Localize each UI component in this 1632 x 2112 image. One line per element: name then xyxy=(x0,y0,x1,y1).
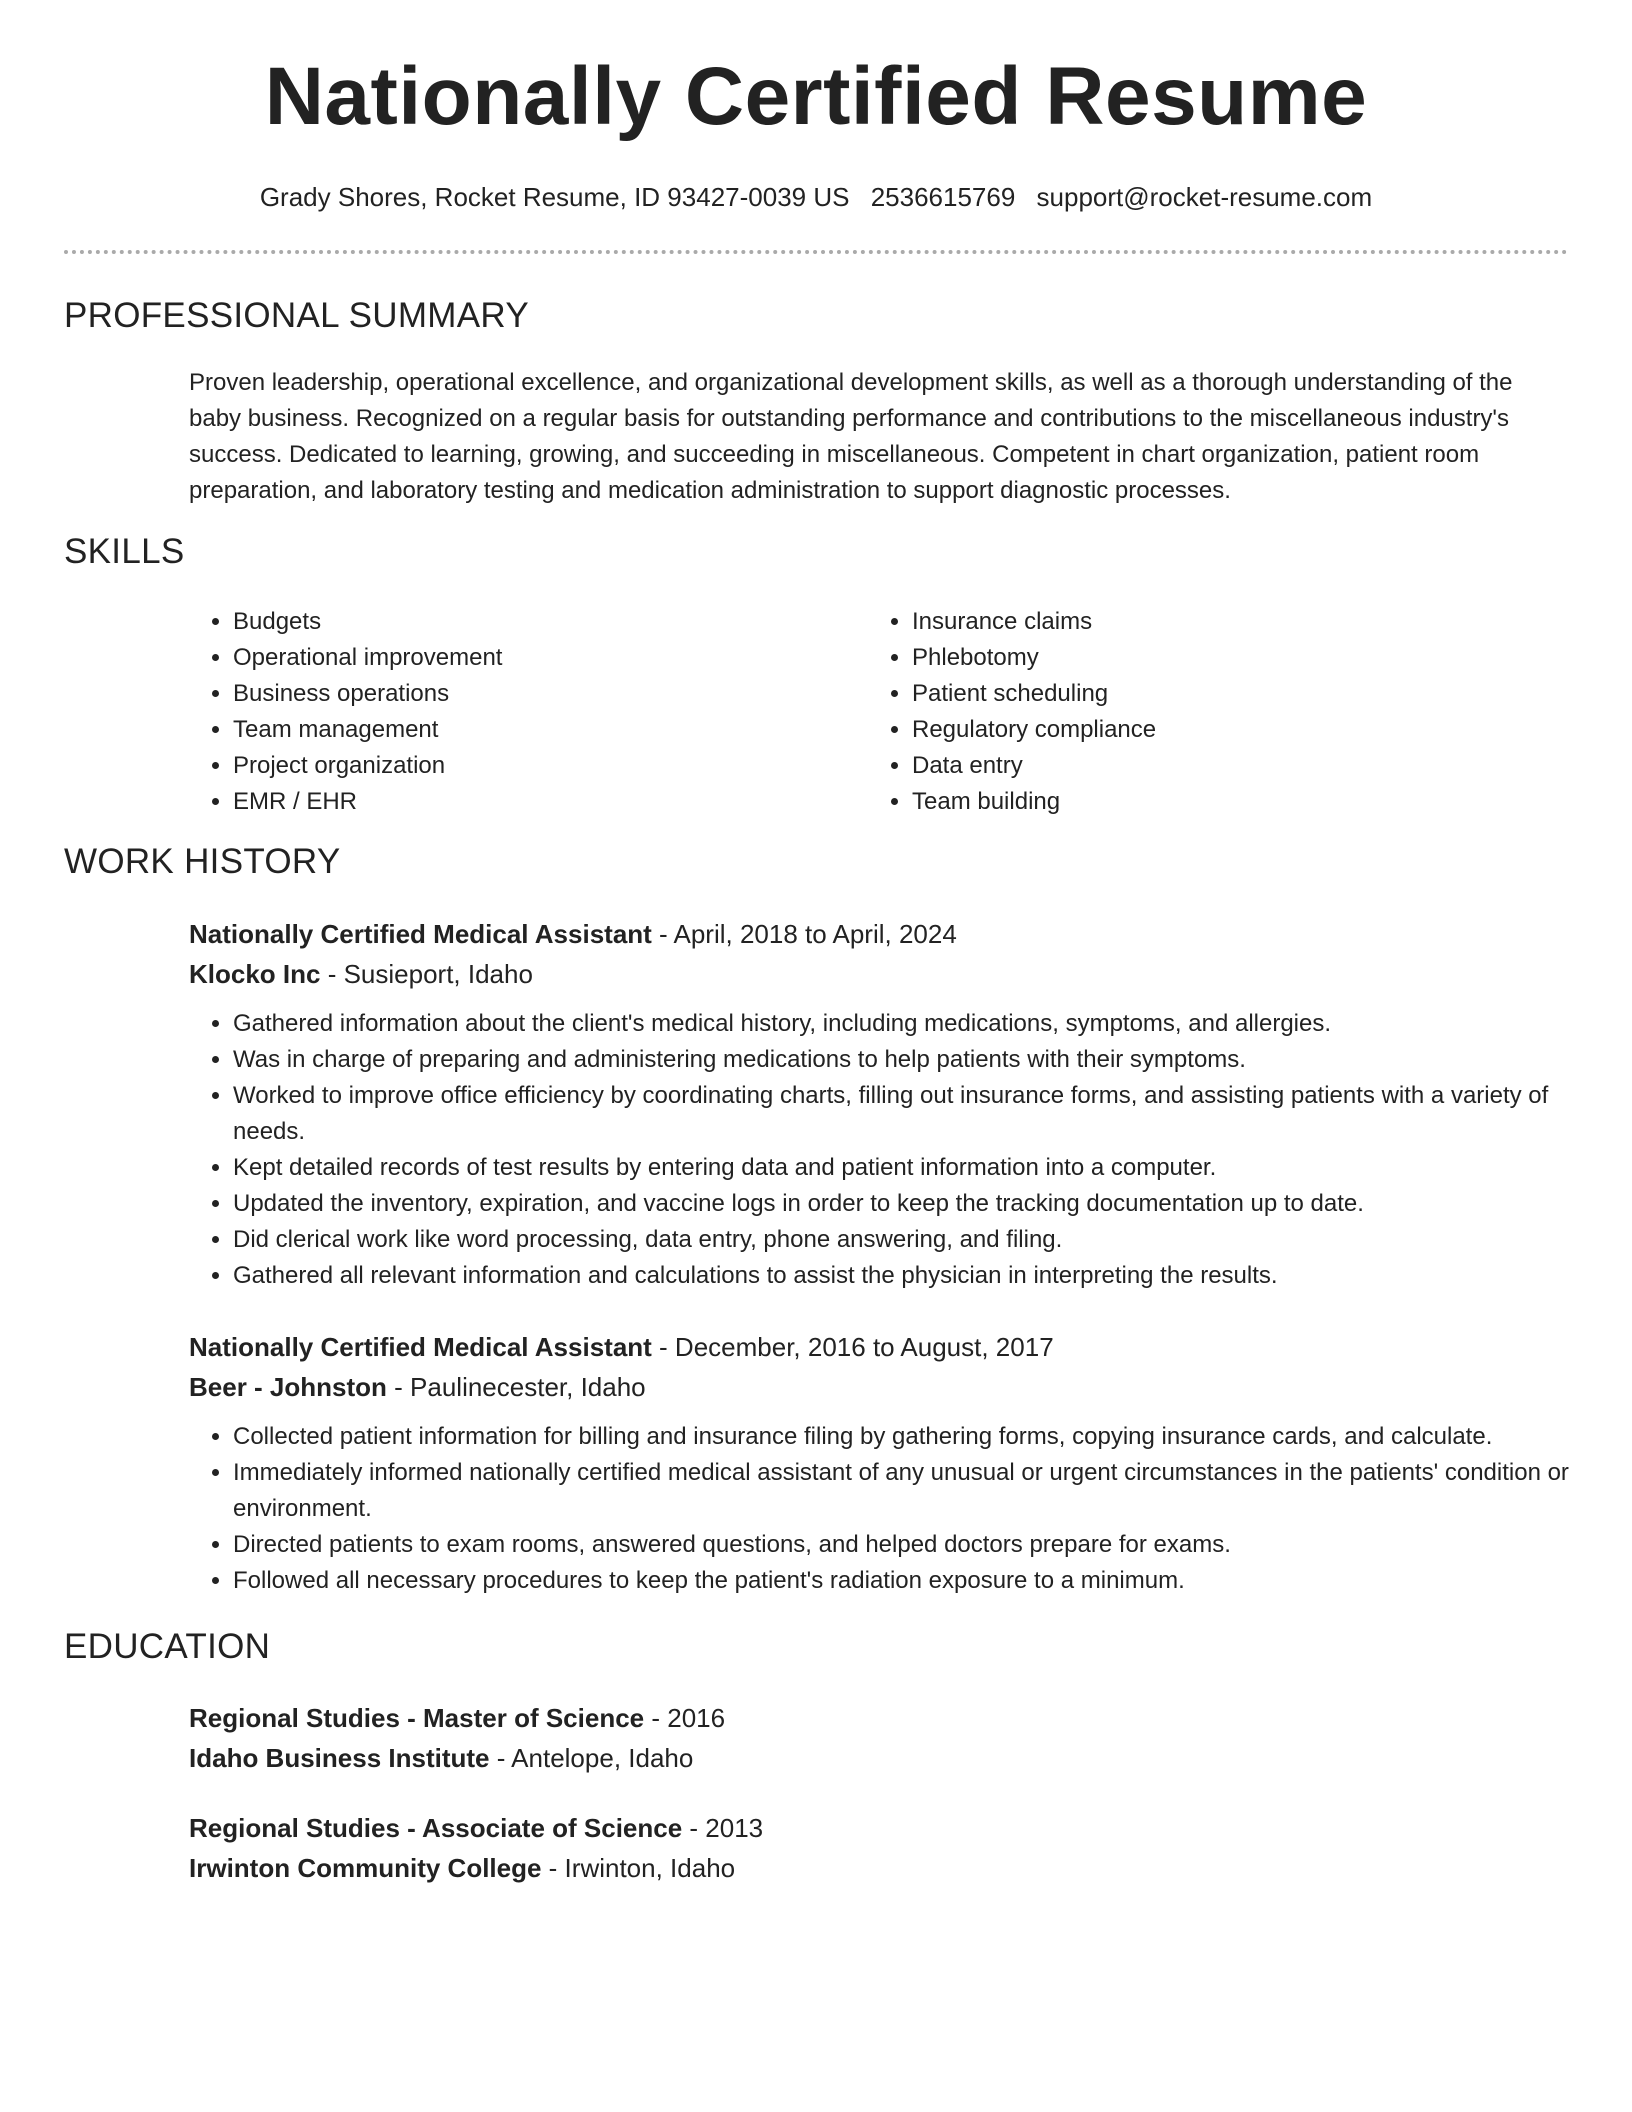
skill-item: • Project organization xyxy=(233,748,502,784)
education-school-line xyxy=(189,1848,1569,1888)
job-company-line xyxy=(189,954,1569,994)
job-duty: • Was in charge of preparing and administering medications to help patients with their symptoms. xyxy=(233,1042,1569,1078)
education-year: - 2013 xyxy=(682,1813,764,1843)
job-company: Beer - Johnston xyxy=(189,1372,387,1402)
skill-item: • Team management xyxy=(233,712,502,748)
education-location: - Antelope, Idaho xyxy=(489,1743,694,1773)
summary-text: Proven leadership, operational excellence, and organizational development skills, as well as a thorough understanding of the baby business. Recognized on a regular basis for outstanding performance and contributions to the miscellaneous industry's success. Dedicated to learning, growing, and succeeding in miscellaneous. Competent in chart organization, patient room preparation, and laboratory testing and medication administration to support diagnostic processes. xyxy=(189,369,1513,504)
resume-title: Nationally Certified Resume xyxy=(264,51,1368,142)
job-duty: • Did clerical work like word processing, data entry, phone answering, and filing. xyxy=(233,1222,1569,1258)
job-company-line xyxy=(189,1367,1569,1407)
education-year: - 2016 xyxy=(644,1703,726,1733)
contact-phone: 2536615769 xyxy=(870,182,1016,212)
job-duty: • Gathered all relevant information and calculations to assist the physician in interpreting the results. xyxy=(233,1258,1569,1294)
education-degree: Regional Studies - Associate of Science xyxy=(189,1813,683,1843)
contact-line xyxy=(0,182,1632,213)
skill-item: • Business operations xyxy=(233,676,502,712)
education-degree-line xyxy=(189,1698,1569,1738)
skill-item: • Phlebotomy xyxy=(912,640,1156,676)
job-duty: • Followed all necessary procedures to keep the patient's radiation exposure to a minimum. xyxy=(233,1563,1569,1599)
work-heading: WORK HISTORY xyxy=(64,842,341,881)
skills-list-left xyxy=(189,604,502,820)
job-duty: • Kept detailed records of test results by entering data and patient information into a computer. xyxy=(233,1150,1569,1186)
skill-item: • Team building xyxy=(912,784,1156,820)
job-dates: - April, 2018 to April, 2024 xyxy=(651,919,957,949)
education-school: Idaho Business Institute xyxy=(189,1743,490,1773)
job-title: Nationally Certified Medical Assistant xyxy=(189,1332,652,1362)
skills-list-right xyxy=(868,604,1156,820)
job-location: - Paulinecester, Idaho xyxy=(386,1372,646,1402)
job-duty: • Updated the inventory, expiration, and vaccine logs in order to keep the tracking documentation up to date. xyxy=(233,1186,1569,1222)
job-dates: - December, 2016 to August, 2017 xyxy=(651,1332,1054,1362)
job-duties-list xyxy=(189,1419,1569,1599)
job-location: - Susieport, Idaho xyxy=(320,959,533,989)
job-entry xyxy=(189,1327,1569,1599)
job-title-line xyxy=(189,1327,1569,1367)
contact-address: Grady Shores, Rocket Resume, ID 93427-0039 US xyxy=(259,182,850,212)
skill-item: • EMR / EHR xyxy=(233,784,502,820)
education-school-line xyxy=(189,1738,1569,1778)
summary-heading: PROFESSIONAL SUMMARY xyxy=(64,296,529,335)
skill-item: • Insurance claims xyxy=(912,604,1156,640)
education-location: - Irwinton, Idaho xyxy=(541,1853,736,1883)
skill-item: • Budgets xyxy=(233,604,502,640)
job-duty: • Directed patients to exam rooms, answered questions, and helped doctors prepare for exams. xyxy=(233,1527,1569,1563)
education-heading: EDUCATION xyxy=(64,1627,271,1666)
skill-item: • Operational improvement xyxy=(233,640,502,676)
skills-heading: SKILLS xyxy=(64,532,185,571)
job-title: Nationally Certified Medical Assistant xyxy=(189,919,652,949)
job-duty: • Gathered information about the client's medical history, including medications, symptoms, and allergies. xyxy=(233,1006,1569,1042)
job-company: Klocko Inc xyxy=(189,959,321,989)
job-duty: • Collected patient information for billing and insurance filing by gathering forms, copying insurance cards, and calculate. xyxy=(233,1419,1569,1455)
skill-item: • Patient scheduling xyxy=(912,676,1156,712)
header-divider xyxy=(64,250,1568,254)
education-school: Irwinton Community College xyxy=(189,1853,542,1883)
skill-item: • Data entry xyxy=(912,748,1156,784)
job-duties-list xyxy=(189,1006,1569,1294)
contact-email: support@rocket-resume.com xyxy=(1036,182,1373,212)
job-entry xyxy=(189,914,1569,1294)
education-entry xyxy=(189,1698,1569,1778)
skill-item: • Regulatory compliance xyxy=(912,712,1156,748)
job-duty: • Immediately informed nationally certified medical assistant of any unusual or urgent circumstances in the patients' condition or environment. xyxy=(233,1455,1569,1527)
education-degree-line xyxy=(189,1808,1569,1848)
job-title-line xyxy=(189,914,1569,954)
education-degree: Regional Studies - Master of Science xyxy=(189,1703,645,1733)
education-entry xyxy=(189,1808,1569,1888)
job-duty: • Worked to improve office efficiency by coordinating charts, filling out insurance forms, and assisting patients with a variety of needs. xyxy=(233,1078,1569,1150)
